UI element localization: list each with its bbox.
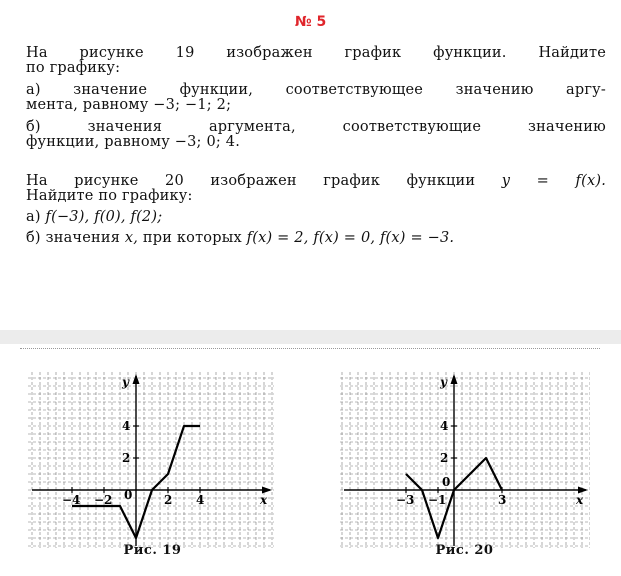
task2-intro-prefix: На рисунке 20 изображен график функции — [26, 173, 476, 189]
textbook-page-figures — [0, 344, 621, 576]
y-axis-label: y — [122, 375, 129, 389]
task2-a-line — [26, 210, 606, 225]
task2-a-prefix: а) — [26, 209, 41, 225]
figure-20-caption: Рис. 20 — [435, 543, 494, 558]
task2-b-var: x, — [124, 230, 139, 246]
y-axis-label: y — [440, 375, 447, 389]
x-tick-label: −3 — [396, 493, 415, 507]
y-tick-label: 2 — [440, 451, 449, 465]
task1-a-line1: а) значение функции, соответствующее значению аргу- — [26, 82, 606, 98]
task2-intro-line1 — [26, 174, 606, 189]
x-tick-label: 3 — [498, 493, 507, 507]
page-edge — [20, 344, 600, 349]
task1-a-line2: мента, равному −3; −1; 2; — [26, 97, 232, 113]
origin-label: 0 — [124, 488, 133, 502]
task2-b-line — [26, 231, 606, 246]
y-tick-label: 4 — [440, 419, 449, 433]
x-tick-label: 4 — [196, 493, 205, 507]
task2-intro-line2: Найдите по графику: — [26, 188, 193, 204]
x-axis-label: x — [576, 493, 584, 507]
task2-intro-function: y = f(x). — [501, 173, 607, 189]
figure-20-graph — [340, 372, 590, 548]
task1-intro-line1: На рисунке 19 изображен график функции. Найдите — [26, 45, 606, 61]
task1-block — [26, 46, 606, 150]
x-tick-label: −2 — [94, 493, 113, 507]
y-axis-arrow — [451, 374, 458, 384]
x-tick-label: −4 — [62, 493, 81, 507]
task2-b-middle: при которых — [142, 230, 242, 246]
y-tick-label: 4 — [122, 419, 131, 433]
task2-b-conditions: f(x) = 2, f(x) = 0, f(x) = −3. — [246, 230, 455, 246]
task1-b-line2: функции, равному −3; 0; 4. — [26, 134, 241, 150]
x-tick-label: −1 — [428, 493, 447, 507]
task1-b-line1: б) значения аргумента, соответствующие значению — [26, 119, 606, 135]
task1-intro-line2: по графику: — [26, 60, 121, 76]
figure-19-caption: Рис. 19 — [123, 543, 182, 558]
y-axis-arrow — [133, 374, 140, 384]
task2-a-values: f(−3), f(0), f(2); — [45, 209, 163, 225]
origin-label: 0 — [442, 475, 451, 489]
figure-19-graph — [28, 372, 274, 548]
problem-number: № 5 — [294, 14, 327, 30]
x-axis-label: x — [260, 493, 268, 507]
task2-b-prefix: б) значения — [26, 230, 121, 246]
task2-block — [26, 174, 606, 246]
x-tick-label: 2 — [164, 493, 173, 507]
y-tick-label: 2 — [122, 451, 131, 465]
